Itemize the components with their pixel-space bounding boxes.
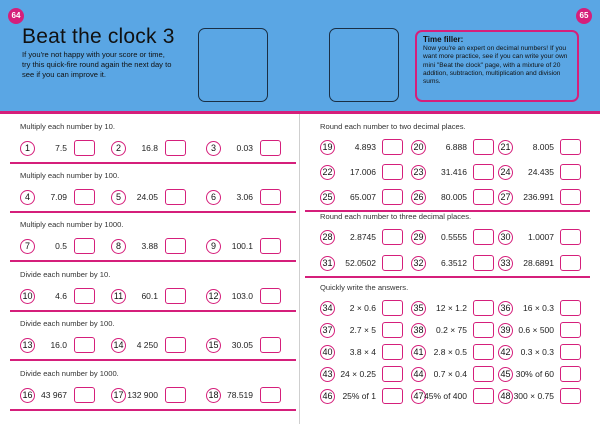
question-number: 45	[498, 367, 513, 382]
answer-box[interactable]	[382, 255, 403, 271]
question-value: 78.519	[227, 390, 253, 400]
page-title: Beat the clock 3	[22, 25, 175, 48]
question-item	[20, 188, 96, 210]
question-value: 300 × 0.75	[513, 391, 554, 401]
answer-box[interactable]	[382, 388, 403, 404]
question-item	[320, 299, 404, 321]
question-item	[498, 163, 582, 185]
question-value: 103.0	[231, 291, 253, 301]
question-number: 37	[320, 323, 335, 338]
question-number: 26	[411, 190, 426, 205]
question-number: 20	[411, 140, 426, 155]
section-instruction: Divide each number by 1000.	[20, 369, 119, 378]
question-value: 43 967	[41, 390, 67, 400]
question-value: 7.5	[55, 143, 67, 153]
answer-box[interactable]	[473, 139, 494, 155]
answer-box[interactable]	[473, 366, 494, 382]
question-number: 39	[498, 323, 513, 338]
question-item	[320, 343, 404, 365]
page-number-right: 65	[576, 8, 592, 24]
answer-box[interactable]	[260, 337, 281, 353]
question-item	[320, 254, 404, 276]
question-value: 17.006	[350, 167, 376, 177]
question-item	[498, 387, 582, 409]
section-instruction: Divide each number by 100.	[20, 319, 115, 328]
question-value: 3.88	[141, 241, 158, 251]
question-item	[206, 237, 282, 259]
question-value: 6.888	[445, 142, 467, 152]
answer-box[interactable]	[473, 388, 494, 404]
question-item	[111, 139, 187, 161]
answer-box[interactable]	[560, 255, 581, 271]
question-item	[411, 163, 495, 185]
question-item	[111, 237, 187, 259]
question-value: 24.435	[528, 167, 554, 177]
question-number: 8	[111, 239, 126, 254]
section-instruction: Divide each number by 10.	[20, 270, 111, 279]
question-item	[320, 138, 404, 160]
question-item	[411, 188, 495, 210]
question-number: 48	[498, 389, 513, 404]
answer-box[interactable]	[560, 366, 581, 382]
question-item	[111, 188, 187, 210]
question-value: 3.06	[236, 192, 253, 202]
answer-box[interactable]	[74, 140, 95, 156]
answer-box[interactable]	[560, 388, 581, 404]
question-value: 4.893	[354, 142, 376, 152]
question-number: 19	[320, 140, 335, 155]
answer-box[interactable]	[473, 189, 494, 205]
page-spine	[299, 114, 300, 424]
question-value: 16 × 0.3	[523, 303, 554, 313]
question-value: 1.0007	[528, 232, 554, 242]
answer-box[interactable]	[560, 139, 581, 155]
time-filler-box	[415, 30, 579, 102]
question-number: 33	[498, 256, 513, 271]
question-item	[20, 287, 96, 309]
question-number: 47	[411, 389, 426, 404]
question-value: 2.8745	[350, 232, 376, 242]
answer-box[interactable]	[260, 189, 281, 205]
question-number: 7	[20, 239, 35, 254]
answer-box[interactable]	[473, 229, 494, 245]
question-item	[320, 228, 404, 250]
question-value: 31.416	[441, 167, 467, 177]
question-value: 100.1	[231, 241, 253, 251]
question-value: 16.8	[141, 143, 158, 153]
time-filler-text: Now you're an expert on decimal numbers! If you want more practice, see if you can write your own mini "Beat the clock" page, with a mixture of 20 addition, subtraction, multiplication and division sums.	[423, 45, 568, 86]
question-number: 43	[320, 367, 335, 382]
question-number: 10	[20, 289, 35, 304]
question-value: 2.8 × 0.5	[433, 347, 467, 357]
section-divider	[10, 211, 296, 213]
question-value: 4.6	[55, 291, 67, 301]
answer-box[interactable]	[74, 337, 95, 353]
section-divider	[10, 310, 296, 312]
question-value: 30% of 60	[515, 369, 554, 379]
photo-frame-left	[198, 28, 268, 102]
answer-box[interactable]	[74, 189, 95, 205]
question-item	[206, 336, 282, 358]
question-number: 38	[411, 323, 426, 338]
answer-box[interactable]	[560, 164, 581, 180]
answer-box[interactable]	[473, 255, 494, 271]
answer-box[interactable]	[560, 189, 581, 205]
question-item	[498, 254, 582, 276]
intro-text: If you're not happy with your score or time, try this quick-fire round again the next day to see if you can improve it.	[22, 50, 172, 79]
question-number: 13	[20, 338, 35, 353]
question-value: 0.5	[55, 241, 67, 251]
question-number: 22	[320, 165, 335, 180]
section-instruction: Round each number to two decimal places.	[320, 122, 466, 131]
question-value: 6.3512	[441, 258, 467, 268]
question-item	[411, 228, 495, 250]
question-value: 236.991	[523, 192, 554, 202]
question-item	[320, 188, 404, 210]
section-divider	[305, 276, 590, 278]
question-number: 2	[111, 141, 126, 156]
question-item	[411, 254, 495, 276]
question-number: 17	[111, 388, 126, 403]
answer-box[interactable]	[560, 300, 581, 316]
question-number: 6	[206, 190, 221, 205]
question-item	[20, 237, 96, 259]
answer-box[interactable]	[74, 238, 95, 254]
question-number: 3	[206, 141, 221, 156]
answer-box[interactable]	[260, 140, 281, 156]
question-value: 45% of 400	[423, 391, 467, 401]
answer-box[interactable]	[165, 337, 186, 353]
section-divider	[10, 260, 296, 262]
page-number-left: 64	[8, 8, 24, 24]
section-instruction: Round each number to three decimal places.	[320, 212, 472, 221]
question-number: 34	[320, 301, 335, 316]
question-item	[206, 386, 282, 408]
question-item	[206, 188, 282, 210]
question-number: 16	[20, 388, 35, 403]
question-number: 30	[498, 230, 513, 245]
question-number: 27	[498, 190, 513, 205]
question-value: 0.03	[236, 143, 253, 153]
question-number: 15	[206, 338, 221, 353]
question-value: 0.3 × 0.3	[520, 347, 554, 357]
answer-box[interactable]	[560, 229, 581, 245]
answer-box[interactable]	[165, 189, 186, 205]
answer-box[interactable]	[560, 344, 581, 360]
answer-box[interactable]	[260, 387, 281, 403]
question-value: 0.6 × 500	[518, 325, 554, 335]
question-value: 60.1	[141, 291, 158, 301]
question-number: 41	[411, 345, 426, 360]
question-item	[498, 138, 582, 160]
question-number: 46	[320, 389, 335, 404]
question-value: 2.7 × 5	[349, 325, 376, 335]
question-item	[20, 386, 96, 408]
question-number: 12	[206, 289, 221, 304]
question-number: 14	[111, 338, 126, 353]
section-instruction: Multiply each number by 10.	[20, 122, 115, 131]
question-item	[498, 228, 582, 250]
question-value: 7.09	[50, 192, 67, 202]
question-number: 32	[411, 256, 426, 271]
answer-box[interactable]	[165, 288, 186, 304]
question-item	[411, 365, 495, 387]
answer-box[interactable]	[382, 189, 403, 205]
question-item	[411, 321, 495, 343]
question-item	[411, 343, 495, 365]
question-number: 23	[411, 165, 426, 180]
question-number: 44	[411, 367, 426, 382]
question-value: 4 250	[136, 340, 158, 350]
header-divider	[0, 111, 600, 114]
question-value: 2 × 0.6	[349, 303, 376, 313]
question-item	[206, 139, 282, 161]
answer-box[interactable]	[473, 300, 494, 316]
question-value: 80.005	[441, 192, 467, 202]
answer-box[interactable]	[560, 322, 581, 338]
question-number: 40	[320, 345, 335, 360]
time-filler-title: Time filler:	[423, 35, 464, 44]
question-value: 65.007	[350, 192, 376, 202]
question-number: 25	[320, 190, 335, 205]
answer-box[interactable]	[74, 387, 95, 403]
question-item	[206, 287, 282, 309]
answer-box[interactable]	[382, 366, 403, 382]
question-number: 29	[411, 230, 426, 245]
question-item	[111, 386, 187, 408]
section-divider	[10, 162, 296, 164]
question-item	[411, 299, 495, 321]
section-instruction: Multiply each number by 1000.	[20, 220, 124, 229]
question-number: 42	[498, 345, 513, 360]
answer-box[interactable]	[382, 322, 403, 338]
question-number: 1	[20, 141, 35, 156]
question-item	[20, 336, 96, 358]
question-number: 9	[206, 239, 221, 254]
answer-box[interactable]	[74, 288, 95, 304]
question-number: 35	[411, 301, 426, 316]
question-item	[320, 163, 404, 185]
question-item	[320, 365, 404, 387]
question-item	[498, 188, 582, 210]
answer-box[interactable]	[473, 164, 494, 180]
question-value: 12 × 1.2	[436, 303, 467, 313]
question-value: 30.05	[231, 340, 253, 350]
question-item	[320, 387, 404, 409]
question-item	[498, 321, 582, 343]
answer-box[interactable]	[165, 140, 186, 156]
section-instruction: Quickly write the answers.	[320, 283, 409, 292]
question-number: 11	[111, 289, 126, 304]
question-item	[498, 299, 582, 321]
answer-box[interactable]	[473, 322, 494, 338]
question-value: 0.5555	[441, 232, 467, 242]
answer-box[interactable]	[382, 164, 403, 180]
question-item	[411, 387, 495, 409]
question-value: 25% of 1	[342, 391, 376, 401]
question-value: 8.005	[532, 142, 554, 152]
question-number: 36	[498, 301, 513, 316]
question-value: 0.2 × 75	[436, 325, 467, 335]
section-divider	[10, 409, 296, 411]
question-value: 132 900	[127, 390, 158, 400]
question-item	[20, 139, 96, 161]
question-number: 31	[320, 256, 335, 271]
section-divider	[10, 359, 296, 361]
question-item	[111, 287, 187, 309]
answer-box[interactable]	[382, 300, 403, 316]
question-value: 16.0	[50, 340, 67, 350]
question-value: 3.8 × 4	[349, 347, 376, 357]
section-instruction: Multiply each number by 100.	[20, 171, 120, 180]
question-number: 4	[20, 190, 35, 205]
question-number: 24	[498, 165, 513, 180]
answer-box[interactable]	[260, 238, 281, 254]
header-banner	[0, 0, 600, 111]
answer-box[interactable]	[165, 238, 186, 254]
question-value: 24.05	[136, 192, 158, 202]
question-number: 28	[320, 230, 335, 245]
question-number: 21	[498, 140, 513, 155]
question-item	[320, 321, 404, 343]
question-number: 18	[206, 388, 221, 403]
question-item	[498, 343, 582, 365]
answer-box[interactable]	[382, 229, 403, 245]
answer-box[interactable]	[260, 288, 281, 304]
question-value: 24 × 0.25	[340, 369, 376, 379]
answer-box[interactable]	[473, 344, 494, 360]
photo-frame-right	[329, 28, 399, 102]
answer-box[interactable]	[382, 344, 403, 360]
answer-box[interactable]	[165, 387, 186, 403]
question-item	[111, 336, 187, 358]
question-value: 0.7 × 0.4	[433, 369, 467, 379]
question-number: 5	[111, 190, 126, 205]
question-item	[498, 365, 582, 387]
question-value: 52.0502	[345, 258, 376, 268]
question-value: 28.6891	[523, 258, 554, 268]
answer-box[interactable]	[382, 139, 403, 155]
question-item	[411, 138, 495, 160]
